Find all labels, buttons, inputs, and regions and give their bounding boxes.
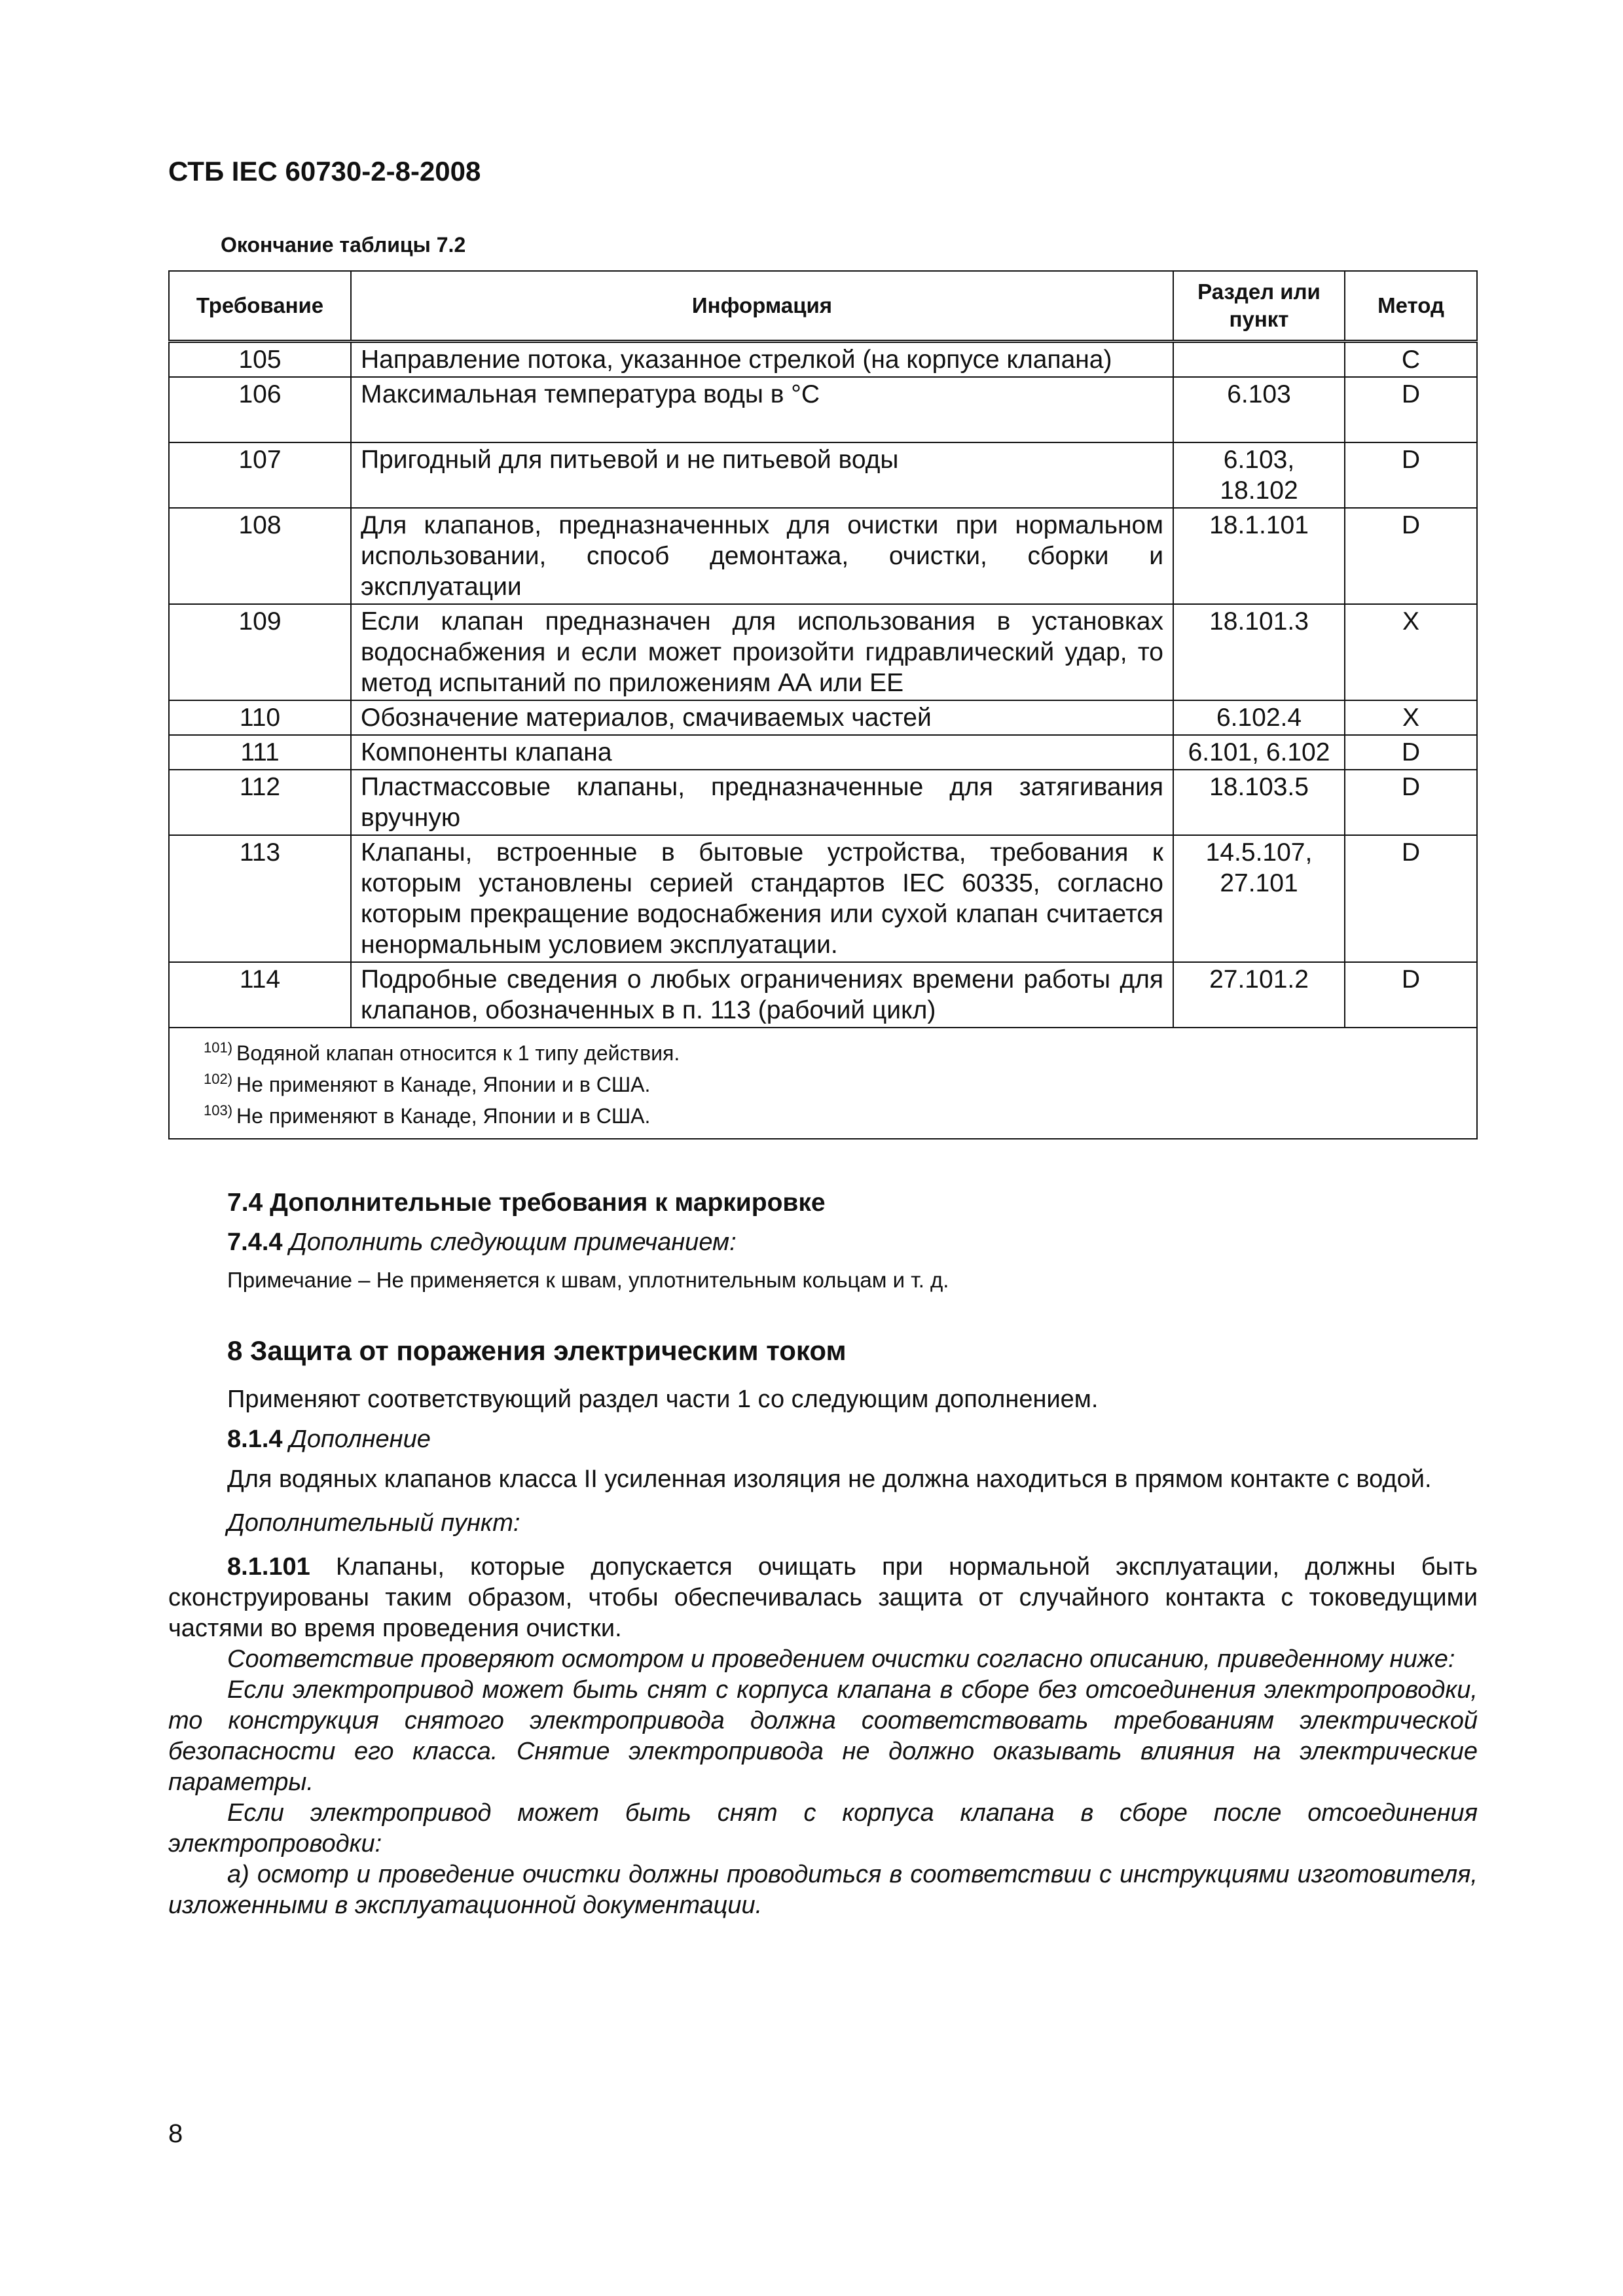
- cell-section: 18.1.101: [1173, 508, 1345, 604]
- footnote: [204, 1098, 1467, 1129]
- compliance-text: Если электропривод может быть снят с корпуса клапана в сборе после отсоединения электропроводки:: [168, 1799, 1478, 1857]
- cell-requirement: 107: [169, 442, 351, 508]
- section-heading-7-4: [168, 1187, 1478, 1218]
- cell-section: 6.103: [1173, 377, 1345, 442]
- cell-section: 6.102.4: [1173, 700, 1345, 735]
- cell-section: 18.101.3: [1173, 604, 1345, 700]
- cell-requirement: 106: [169, 377, 351, 442]
- cell-method: D: [1345, 508, 1477, 604]
- cell-information: Компоненты клапана: [351, 735, 1173, 770]
- compliance-text: а) осмотр и проведение очистки должны проводиться в соответствии с инструкциями изготовителя, изложенными в эксплуатационной документации.: [168, 1861, 1478, 1919]
- note-text: Примечание – Не применяется к швам, уплотнительным кольцам и т. д.: [227, 1268, 949, 1292]
- section-7-4: [168, 1187, 1478, 1295]
- cell-section: [1173, 342, 1345, 378]
- table-row: [169, 700, 1477, 735]
- paragraph: Для водяных клапанов класса II усиленная изоляция не должна находиться в прямом контакте с водой.: [227, 1465, 1432, 1493]
- table-row: [169, 342, 1477, 378]
- cell-method: D: [1345, 835, 1477, 962]
- cell-section: 14.5.107, 27.101: [1173, 835, 1345, 962]
- header-method: Метод: [1345, 271, 1477, 342]
- section-8: [168, 1335, 1478, 1921]
- cell-requirement: 113: [169, 835, 351, 962]
- clause-number: 8.1.101: [227, 1553, 310, 1581]
- footnote-mark: 103): [204, 1102, 233, 1119]
- cell-method: D: [1345, 735, 1477, 770]
- footnote-mark: 101): [204, 1039, 233, 1056]
- cell-information: Если клапан предназначен для использования в установках водоснабжения и если может произойти гидравлический удар, то метод испытаний по приложениям АА или ЕЕ: [351, 604, 1173, 700]
- table-row: [169, 770, 1477, 835]
- table-row: [169, 604, 1477, 700]
- cell-section: 6.101, 6.102: [1173, 735, 1345, 770]
- footnote: [204, 1066, 1467, 1098]
- compliance-text: Если электропривод может быть снят с корпуса клапана в сборе без отсоединения электропроводки, то конструкция снятого электропривода должна соответствовать требованиям электрической безопасности его класса. Снятие электропривода не должно оказывать влияния на электрические параметры.: [168, 1676, 1478, 1796]
- table-row: [169, 508, 1477, 604]
- additional-clause-label: Дополнительный пункт:: [227, 1509, 520, 1537]
- cell-requirement: 112: [169, 770, 351, 835]
- table-row: [169, 735, 1477, 770]
- table-caption: Окончание таблицы 7.2: [221, 233, 466, 257]
- cell-requirement: 110: [169, 700, 351, 735]
- header-requirement: Требование: [169, 271, 351, 342]
- cell-requirement: 105: [169, 342, 351, 378]
- section-intro: Применяют соответствующий раздел части 1 со следующим дополнением.: [227, 1386, 1099, 1413]
- cell-section: 27.101.2: [1173, 962, 1345, 1028]
- cell-information: Направление потока, указанное стрелкой (на корпусе клапана): [351, 342, 1173, 378]
- table-notes: [169, 1028, 1477, 1139]
- heading-number: 7.4: [227, 1189, 263, 1217]
- cell-method: X: [1345, 700, 1477, 735]
- cell-information: Максимальная температура воды в °C: [351, 377, 1173, 442]
- cell-information: Обозначение материалов, смачиваемых частей: [351, 700, 1173, 735]
- subsection-number: 7.4.4: [227, 1229, 283, 1256]
- cell-method: C: [1345, 342, 1477, 378]
- cell-section: 18.103.5: [1173, 770, 1345, 835]
- footnote: [204, 1035, 1467, 1066]
- requirements-table: [168, 270, 1478, 1139]
- cell-information: Клапаны, встроенные в бытовые устройства, требования к которым установлены серией стандартов IEC 60335, согласно которым прекращение водоснабжения или сухой клапан считается ненормальным условием эксплуатации.: [351, 835, 1173, 962]
- document-code: СТБ IEC 60730-2-8-2008: [168, 156, 481, 187]
- subsection-7-4-4: [168, 1227, 1478, 1258]
- table-row: [169, 442, 1477, 508]
- table-row: [169, 377, 1477, 442]
- table-notes-row: [169, 1028, 1477, 1139]
- subsection-text: Дополнить следующим примечанием:: [289, 1229, 737, 1256]
- subsection-number: 8.1.4: [227, 1426, 283, 1453]
- cell-information: Пластмассовые клапаны, предназначенные для затягивания вручную: [351, 770, 1173, 835]
- table-row: [169, 835, 1477, 962]
- cell-method: D: [1345, 377, 1477, 442]
- cell-requirement: 111: [169, 735, 351, 770]
- cell-requirement: 114: [169, 962, 351, 1028]
- footnote-text: Водяной клапан относится к 1 типу действия.: [236, 1041, 680, 1065]
- table-header-row: [169, 271, 1477, 342]
- cell-method: D: [1345, 442, 1477, 508]
- header-section: Раздел или пункт: [1173, 271, 1345, 342]
- section-heading-8: 8 Защита от поражения электрическим током: [227, 1335, 847, 1366]
- cell-information: Подробные сведения о любых ограничениях времени работы для клапанов, обозначенных в п. 113 (рабочий цикл): [351, 962, 1173, 1028]
- table-row: [169, 962, 1477, 1028]
- footnote-text: Не применяют в Канаде, Японии и в США.: [236, 1073, 651, 1096]
- compliance-text: Соответствие проверяют осмотром и проведением очистки согласно описанию, приведенному ниже:: [227, 1645, 1455, 1673]
- cell-information: Пригодный для питьевой и не питьевой воды: [351, 442, 1173, 508]
- cell-requirement: 109: [169, 604, 351, 700]
- clause-8-1-101: [168, 1552, 1478, 1644]
- clause-text: Клапаны, которые допускается очищать при нормальной эксплуатации, должны быть сконструированы таким образом, чтобы обеспечивалась защита от случайного контакта с токоведущими частями во время проведения очистки.: [168, 1553, 1478, 1642]
- footnote-mark: 102): [204, 1071, 233, 1087]
- cell-requirement: 108: [169, 508, 351, 604]
- subsection-text: Дополнение: [289, 1426, 431, 1453]
- cell-information: Для клапанов, предназначенных для очистки при нормальном использовании, способ демонтажа, очистки, сборки и эксплуатации: [351, 508, 1173, 604]
- subsection-8-1-4: [168, 1424, 1478, 1455]
- cell-method: D: [1345, 770, 1477, 835]
- footnote-text: Не применяют в Канаде, Японии и в США.: [236, 1104, 651, 1128]
- cell-section: 6.103, 18.102: [1173, 442, 1345, 508]
- header-information: Информация: [351, 271, 1173, 342]
- cell-method: X: [1345, 604, 1477, 700]
- heading-text: Дополнительные требования к маркировке: [270, 1189, 826, 1217]
- cell-method: D: [1345, 962, 1477, 1028]
- page-number: 8: [168, 2119, 183, 2148]
